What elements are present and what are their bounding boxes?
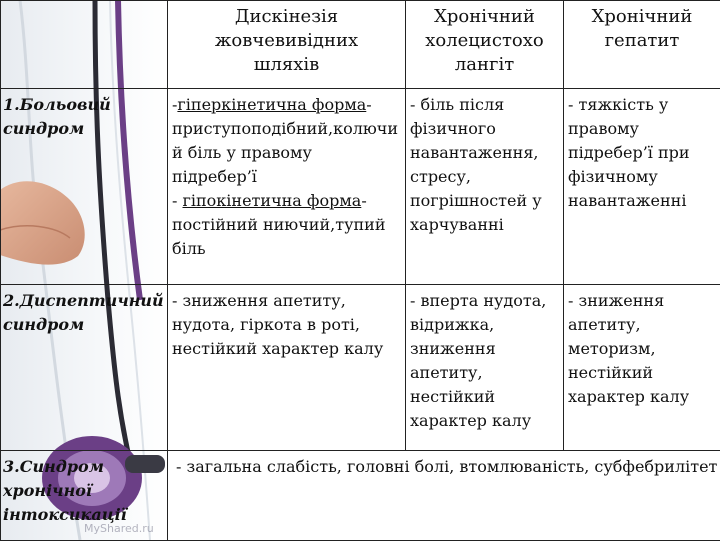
cell-line: постійний ниючий,тупий [172,213,401,237]
cell-line: підребер’ї при [568,141,716,165]
cell-line: апетиту, [568,313,716,337]
row-label-text: 1.Больовий [3,93,167,117]
header-text: лангіт [406,53,563,77]
header-text: гепатит [564,29,720,53]
cell-intoxication-all [168,451,720,541]
table-row [1,89,720,285]
cell-line: фізичному [568,165,716,189]
underlined-term: гіпокінетична форма [183,191,362,210]
header-hepatitis [564,1,720,89]
cell-line: харчуванні [410,213,559,237]
cell-line: стресу, [410,165,559,189]
cell-line: нестійкий [410,385,559,409]
header-text: шляхів [168,53,405,77]
row-label-text: інтоксикації [3,503,167,527]
cell-line: навантаженні [568,189,716,213]
cell-line: - тяжкість у [568,93,716,117]
cell-pain-cholecystocholangitis [406,89,564,285]
cell-line: фізичного [410,117,559,141]
header-text: Хронічний [564,5,720,29]
corner-cell [1,1,168,89]
cell-line: характер калу [410,409,559,433]
cell-line: характер калу [568,385,716,409]
watermark: MyShared.ru [84,522,154,535]
cell-line: нестійкий [568,361,716,385]
cell-line: й біль у правому [172,141,401,165]
cell-dyspeptic-cholecystocholangitis [406,285,564,451]
cell-line: підребер’ї [172,165,401,189]
table-row [1,285,720,451]
cell-dyspeptic-dyskinesia [168,285,406,451]
cell-line: - вперта нудота, [410,289,559,313]
row-label-dyspeptic [1,285,168,451]
cell-line: навантаження, [410,141,559,165]
header-text: холецистохо [406,29,563,53]
cell-line: біль [172,237,401,261]
row-label-text: хронічної [3,479,167,503]
header-dyskinesia [168,1,406,89]
row-label-text: 2.Диспептичний [3,289,167,313]
cell-line: - зниження апетиту, [172,289,401,313]
header-text: жовчевивідних [168,29,405,53]
row-label-text: синдром [3,313,167,337]
cell-dyspeptic-hepatitis [564,285,720,451]
underlined-term: гіперкінетична форма [177,95,366,114]
cell-pain-dyskinesia [168,89,406,285]
cell-line: правому [568,117,716,141]
header-cholecystocholangitis [406,1,564,89]
row-label-pain [1,89,168,285]
cell-line: - зниження [568,289,716,313]
cell-line: метоpизм, [568,337,716,361]
header-row [1,1,720,89]
header-text: Хронічний [406,5,563,29]
cell-pain-hepatitis [564,89,720,285]
cell-line: апетиту, [410,361,559,385]
cell-line: зниження [410,337,559,361]
cell-line: відрижка, [410,313,559,337]
cell-line: - загальна слабість, головні болі, втомлюваність, субфебрилітет [176,455,718,479]
cell-line: -гіперкінетична форма- [172,95,372,114]
row-label-text: синдром [3,117,167,141]
cell-line: приступоподібний,колючи [172,117,401,141]
cell-line: нестійкий характер калу [172,337,401,361]
cell-line: погрішностей у [410,189,559,213]
cell-line: - гіпокінетична форма- [172,189,401,213]
cell-line: - біль після [410,93,559,117]
header-text: Дискінезія [168,5,405,29]
row-label-text: 3.Синдром [3,455,167,479]
cell-line: нудота, гіркота в роті, [172,313,401,337]
